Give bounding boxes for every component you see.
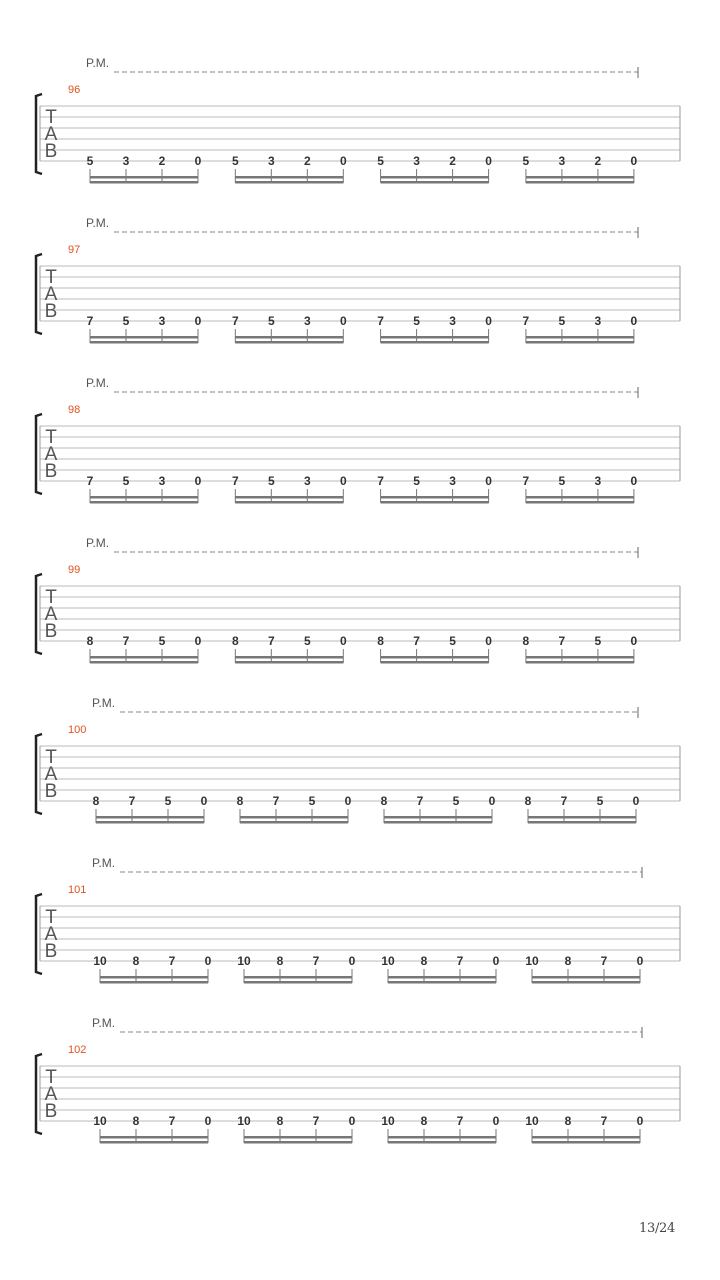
beam-secondary [388,981,496,984]
fret-number: 0 [204,1114,212,1128]
fret-number: 7 [413,634,420,648]
tab-clef-letter: T [45,107,57,128]
fret-number: 3 [158,474,166,488]
beam-secondary [381,181,489,184]
fret-number: 3 [303,474,311,488]
fret-number: 2 [303,154,311,168]
tab-clef-letter: A [44,124,58,145]
fret-number: 0 [485,634,492,648]
fret-number: 0 [630,474,638,488]
fret-number: 7 [377,314,384,328]
measure-number: 98 [68,404,81,416]
tab-clef-letter: B [44,941,58,962]
beam-secondary [100,1141,208,1144]
fret-number: 5 [596,794,604,808]
fret-number: 7 [558,634,566,648]
beam-primary [381,336,489,339]
measure-number: 102 [68,1044,87,1056]
fret-number: 5 [267,314,275,328]
fret-number: 7 [377,474,384,488]
fret-number: 7 [600,954,608,968]
beam-primary [90,496,198,499]
beam-secondary [90,501,198,504]
fret-number: 10 [525,954,539,968]
tab-clef-letter: B [44,781,58,802]
palm-mute-label: P.M. [86,216,110,230]
fret-number: 0 [485,314,492,328]
fret-number: 0 [632,794,640,808]
fret-number: 0 [194,154,202,168]
beam-secondary [526,341,634,344]
tab-clef-letter: T [45,427,57,448]
fret-number: 8 [231,634,239,648]
fret-number: 3 [594,474,602,488]
beam-primary [532,976,640,979]
beam-secondary [526,501,634,504]
tab-clef-letter: A [44,444,58,465]
fret-number: 7 [128,794,136,808]
fret-number: 8 [564,1114,572,1128]
fret-number: 5 [594,634,602,648]
fret-number: 7 [86,314,94,328]
beam-secondary [235,181,343,184]
fret-number: 5 [86,154,94,168]
fret-number: 8 [380,794,388,808]
fret-number: 7 [456,1114,464,1128]
tab-clef-letter: B [44,301,58,322]
fret-number: 7 [522,474,530,488]
beam-secondary [235,661,343,664]
fret-number: 3 [303,314,311,328]
fret-number: 3 [449,314,456,328]
fret-number: 7 [231,314,239,328]
fret-number: 0 [630,154,638,168]
beam-secondary [381,341,489,344]
tab-clef-letter: A [44,284,58,305]
fret-number: 7 [456,954,464,968]
fret-number: 0 [348,954,356,968]
fret-number: 10 [93,954,107,968]
measure-number: 99 [68,564,81,576]
tab-clef-letter: A [44,1084,58,1105]
fret-number: 0 [204,954,212,968]
fret-number: 7 [231,474,239,488]
fret-number: 2 [594,154,602,168]
tab-clef-letter: B [44,461,58,482]
fret-number: 7 [560,794,568,808]
fret-number: 5 [158,634,166,648]
fret-number: 8 [420,1114,428,1128]
tab-clef-letter: T [45,747,57,768]
fret-number: 8 [132,954,140,968]
fret-number: 5 [303,634,311,648]
fret-number: 5 [413,474,420,488]
fret-number: 8 [564,954,572,968]
palm-mute-label: P.M. [92,696,116,710]
beam-primary [90,656,198,659]
fret-number: 0 [339,474,347,488]
tab-clef-letter: T [45,907,57,928]
fret-number: 10 [237,1114,251,1128]
palm-mute-label: P.M. [86,536,110,550]
fret-number: 10 [525,1114,539,1128]
beam-primary [90,336,198,339]
fret-number: 7 [267,634,275,648]
beam-primary [381,496,489,499]
fret-number: 3 [449,474,456,488]
fret-number: 8 [420,954,428,968]
fret-number: 7 [416,794,424,808]
fret-number: 0 [194,474,202,488]
fret-number: 8 [132,1114,140,1128]
beam-primary [526,336,634,339]
fret-number: 0 [344,794,352,808]
beam-primary [388,1136,496,1139]
beam-secondary [90,181,198,184]
fret-number: 0 [630,634,638,648]
fret-number: 7 [312,1114,320,1128]
fret-number: 0 [630,314,638,328]
fret-number: 8 [236,794,244,808]
beam-primary [381,656,489,659]
beam-primary [100,976,208,979]
fret-number: 5 [558,314,566,328]
beam-primary [384,816,492,819]
fret-number: 0 [339,634,347,648]
fret-number: 5 [558,474,566,488]
tab-clef-letter: A [44,604,58,625]
beam-secondary [526,181,634,184]
beam-primary [90,176,198,179]
fret-number: 7 [272,794,280,808]
fret-number: 8 [86,634,94,648]
fret-number: 0 [492,1114,500,1128]
fret-number: 0 [194,634,202,648]
beam-primary [532,1136,640,1139]
measure-number: 97 [68,244,81,256]
palm-mute-label: P.M. [86,376,110,390]
fret-number: 5 [522,154,530,168]
beam-secondary [244,981,352,984]
page-indicator: 13/24 [639,1221,675,1236]
fret-number: 5 [452,794,460,808]
fret-number: 10 [381,954,395,968]
beam-primary [100,1136,208,1139]
fret-number: 8 [276,954,284,968]
beam-primary [388,976,496,979]
fret-number: 0 [339,154,347,168]
fret-number: 7 [168,1114,176,1128]
fret-number: 0 [492,954,500,968]
fret-number: 5 [308,794,316,808]
beam-secondary [90,661,198,664]
palm-mute-label: P.M. [92,856,116,870]
fret-number: 8 [522,634,530,648]
tab-clef-letter: B [44,1101,58,1122]
fret-number: 8 [276,1114,284,1128]
beam-primary [526,656,634,659]
palm-mute-label: P.M. [92,1016,116,1030]
measure-number: 96 [68,84,81,96]
fret-number: 0 [636,1114,644,1128]
fret-number: 7 [522,314,530,328]
fret-number: 10 [237,954,251,968]
fret-number: 5 [267,474,275,488]
tab-clef-letter: A [44,924,58,945]
fret-number: 7 [86,474,94,488]
beam-secondary [235,501,343,504]
beam-primary [235,496,343,499]
fret-number: 8 [377,634,384,648]
tab-clef-letter: B [44,621,58,642]
fret-number: 3 [267,154,275,168]
fret-number: 10 [93,1114,107,1128]
fret-number: 3 [594,314,602,328]
tab-clef-letter: T [45,1067,57,1088]
fret-number: 0 [488,794,496,808]
fret-number: 3 [558,154,566,168]
fret-number: 7 [312,954,320,968]
beam-primary [96,816,204,819]
measure-number: 100 [68,724,87,736]
fret-number: 0 [485,474,492,488]
beam-primary [528,816,636,819]
beam-secondary [526,661,634,664]
tab-clef-letter: B [44,141,58,162]
beam-primary [240,816,348,819]
beam-secondary [388,1141,496,1144]
fret-number: 0 [339,314,347,328]
fret-number: 8 [524,794,532,808]
beam-secondary [384,821,492,824]
beam-secondary [244,1141,352,1144]
fret-number: 0 [636,954,644,968]
beam-primary [244,976,352,979]
beam-primary [235,336,343,339]
beam-secondary [240,821,348,824]
fret-number: 8 [92,794,100,808]
beam-primary [235,176,343,179]
fret-number: 2 [449,154,456,168]
fret-number: 0 [194,314,202,328]
beam-secondary [235,341,343,344]
fret-number: 0 [485,154,492,168]
tab-clef-letter: T [45,267,57,288]
fret-number: 5 [164,794,172,808]
fret-number: 2 [158,154,166,168]
fret-number: 5 [377,154,384,168]
beam-secondary [90,341,198,344]
beam-secondary [532,1141,640,1144]
fret-number: 7 [122,634,130,648]
fret-number: 3 [158,314,166,328]
beam-primary [235,656,343,659]
fret-number: 7 [600,1114,608,1128]
fret-number: 5 [449,634,456,648]
fret-number: 5 [231,154,239,168]
fret-number: 3 [413,154,420,168]
beam-secondary [528,821,636,824]
beam-primary [244,1136,352,1139]
tab-clef-letter: A [44,764,58,785]
beam-secondary [532,981,640,984]
beam-primary [526,496,634,499]
fret-number: 3 [122,154,130,168]
fret-number: 5 [122,314,130,328]
palm-mute-label: P.M. [86,56,110,70]
fret-number: 10 [381,1114,395,1128]
fret-number: 5 [413,314,420,328]
measure-number: 101 [68,884,87,896]
beam-secondary [381,661,489,664]
beam-primary [526,176,634,179]
fret-number: 7 [168,954,176,968]
fret-number: 5 [122,474,130,488]
beam-secondary [96,821,204,824]
beam-secondary [381,501,489,504]
beam-primary [381,176,489,179]
fret-number: 0 [348,1114,356,1128]
tab-clef-letter: T [45,587,57,608]
beam-secondary [100,981,208,984]
fret-number: 0 [200,794,208,808]
